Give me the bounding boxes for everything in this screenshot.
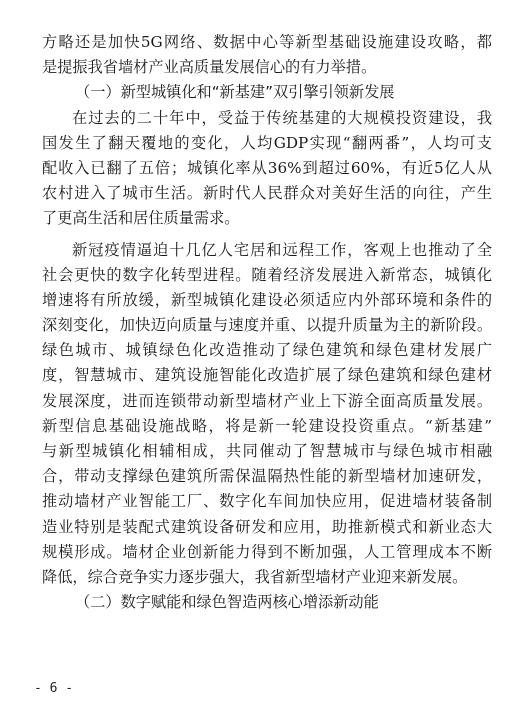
text-line: 规模形成。墙材企业创新能力得到不断加强，人工管理成本不断 — [42, 542, 492, 561]
paragraph-1 — [42, 106, 492, 232]
paragraph-2 — [42, 238, 492, 591]
text-line: 度，智慧城市、建筑设施智能化改造扩展了绿色建筑和绿色建材 — [42, 366, 492, 385]
text-line: 发展深度，进而连锁带动新型墙材产业上下游全面高质量发展。 — [42, 391, 492, 410]
text-line: 新型信息基础设施战略，将是新一轮建设投资重点。“新基建” — [42, 416, 492, 435]
text-line: 合，带动支撑绿色建筑所需保温隔热性能的新型墙材加速研发， — [42, 467, 492, 486]
section-heading-2: （二）数字赋能和绿色智造两核心增添新动能 — [75, 593, 379, 612]
document-body — [42, 30, 492, 615]
section-heading-1: （一）新型城镇化和“新基建”双引擎引领新发展 — [75, 83, 395, 102]
paragraph-intro — [42, 30, 492, 80]
text-line: 在过去的二十年中，受益于传统基建的大规模投资建设，我 — [72, 108, 492, 127]
text-line: 绿色城市、城镇绿色化改造推动了绿色建筑和绿色建材发展广 — [42, 341, 492, 360]
text-line: 与新型城镇化相辅相成，共同催动了智慧城市与绿色城市相融 — [42, 442, 492, 460]
text-line: 造业特别是装配式建筑设备研发和应用，助推新模式和新业态大 — [42, 517, 492, 536]
text-line: 方略还是加快5G网络、数据中心等新型基础设施建设攻略，都 — [42, 33, 492, 51]
page-number: - 6 - — [34, 681, 74, 696]
text-line: 国发生了翻天覆地的变化，人均GDP实现“翻两番”，人均可支 — [42, 133, 492, 152]
text-line: 新冠疫情逼迫十几亿人宅居和远程工作，客观上也推动了全 — [72, 240, 492, 259]
text-line: 配收入已翻了五倍；城镇化率从36%到超过60%，有近5亿人从 — [42, 158, 492, 177]
text-line: 增速将有所放缓，新型城镇化建设必须适应内外部环境和条件的 — [42, 290, 492, 309]
text-line: 是提振我省墙材产业高质量发展信心的有力举措。 — [42, 58, 377, 77]
text-line: 社会更快的数字化转型进程。随着经济发展进入新常态，城镇化 — [42, 265, 492, 284]
text-line: 农村进入了城市生活。新时代人民群众对美好生活的向往，产生 — [42, 184, 492, 203]
text-line: 深刻变化，加快迈向质量与速度并重、以提升质量为主的新阶段。 — [42, 316, 492, 335]
text-line: 了更高生活和居住质量需求。 — [42, 209, 240, 228]
text-line: 降低，综合竞争实力逐步强大，我省新型墙材产业迎来新发展。 — [42, 567, 468, 586]
text-line: 推动墙材产业智能工厂、数字化车间加快应用，促进墙材装备制 — [42, 492, 492, 511]
